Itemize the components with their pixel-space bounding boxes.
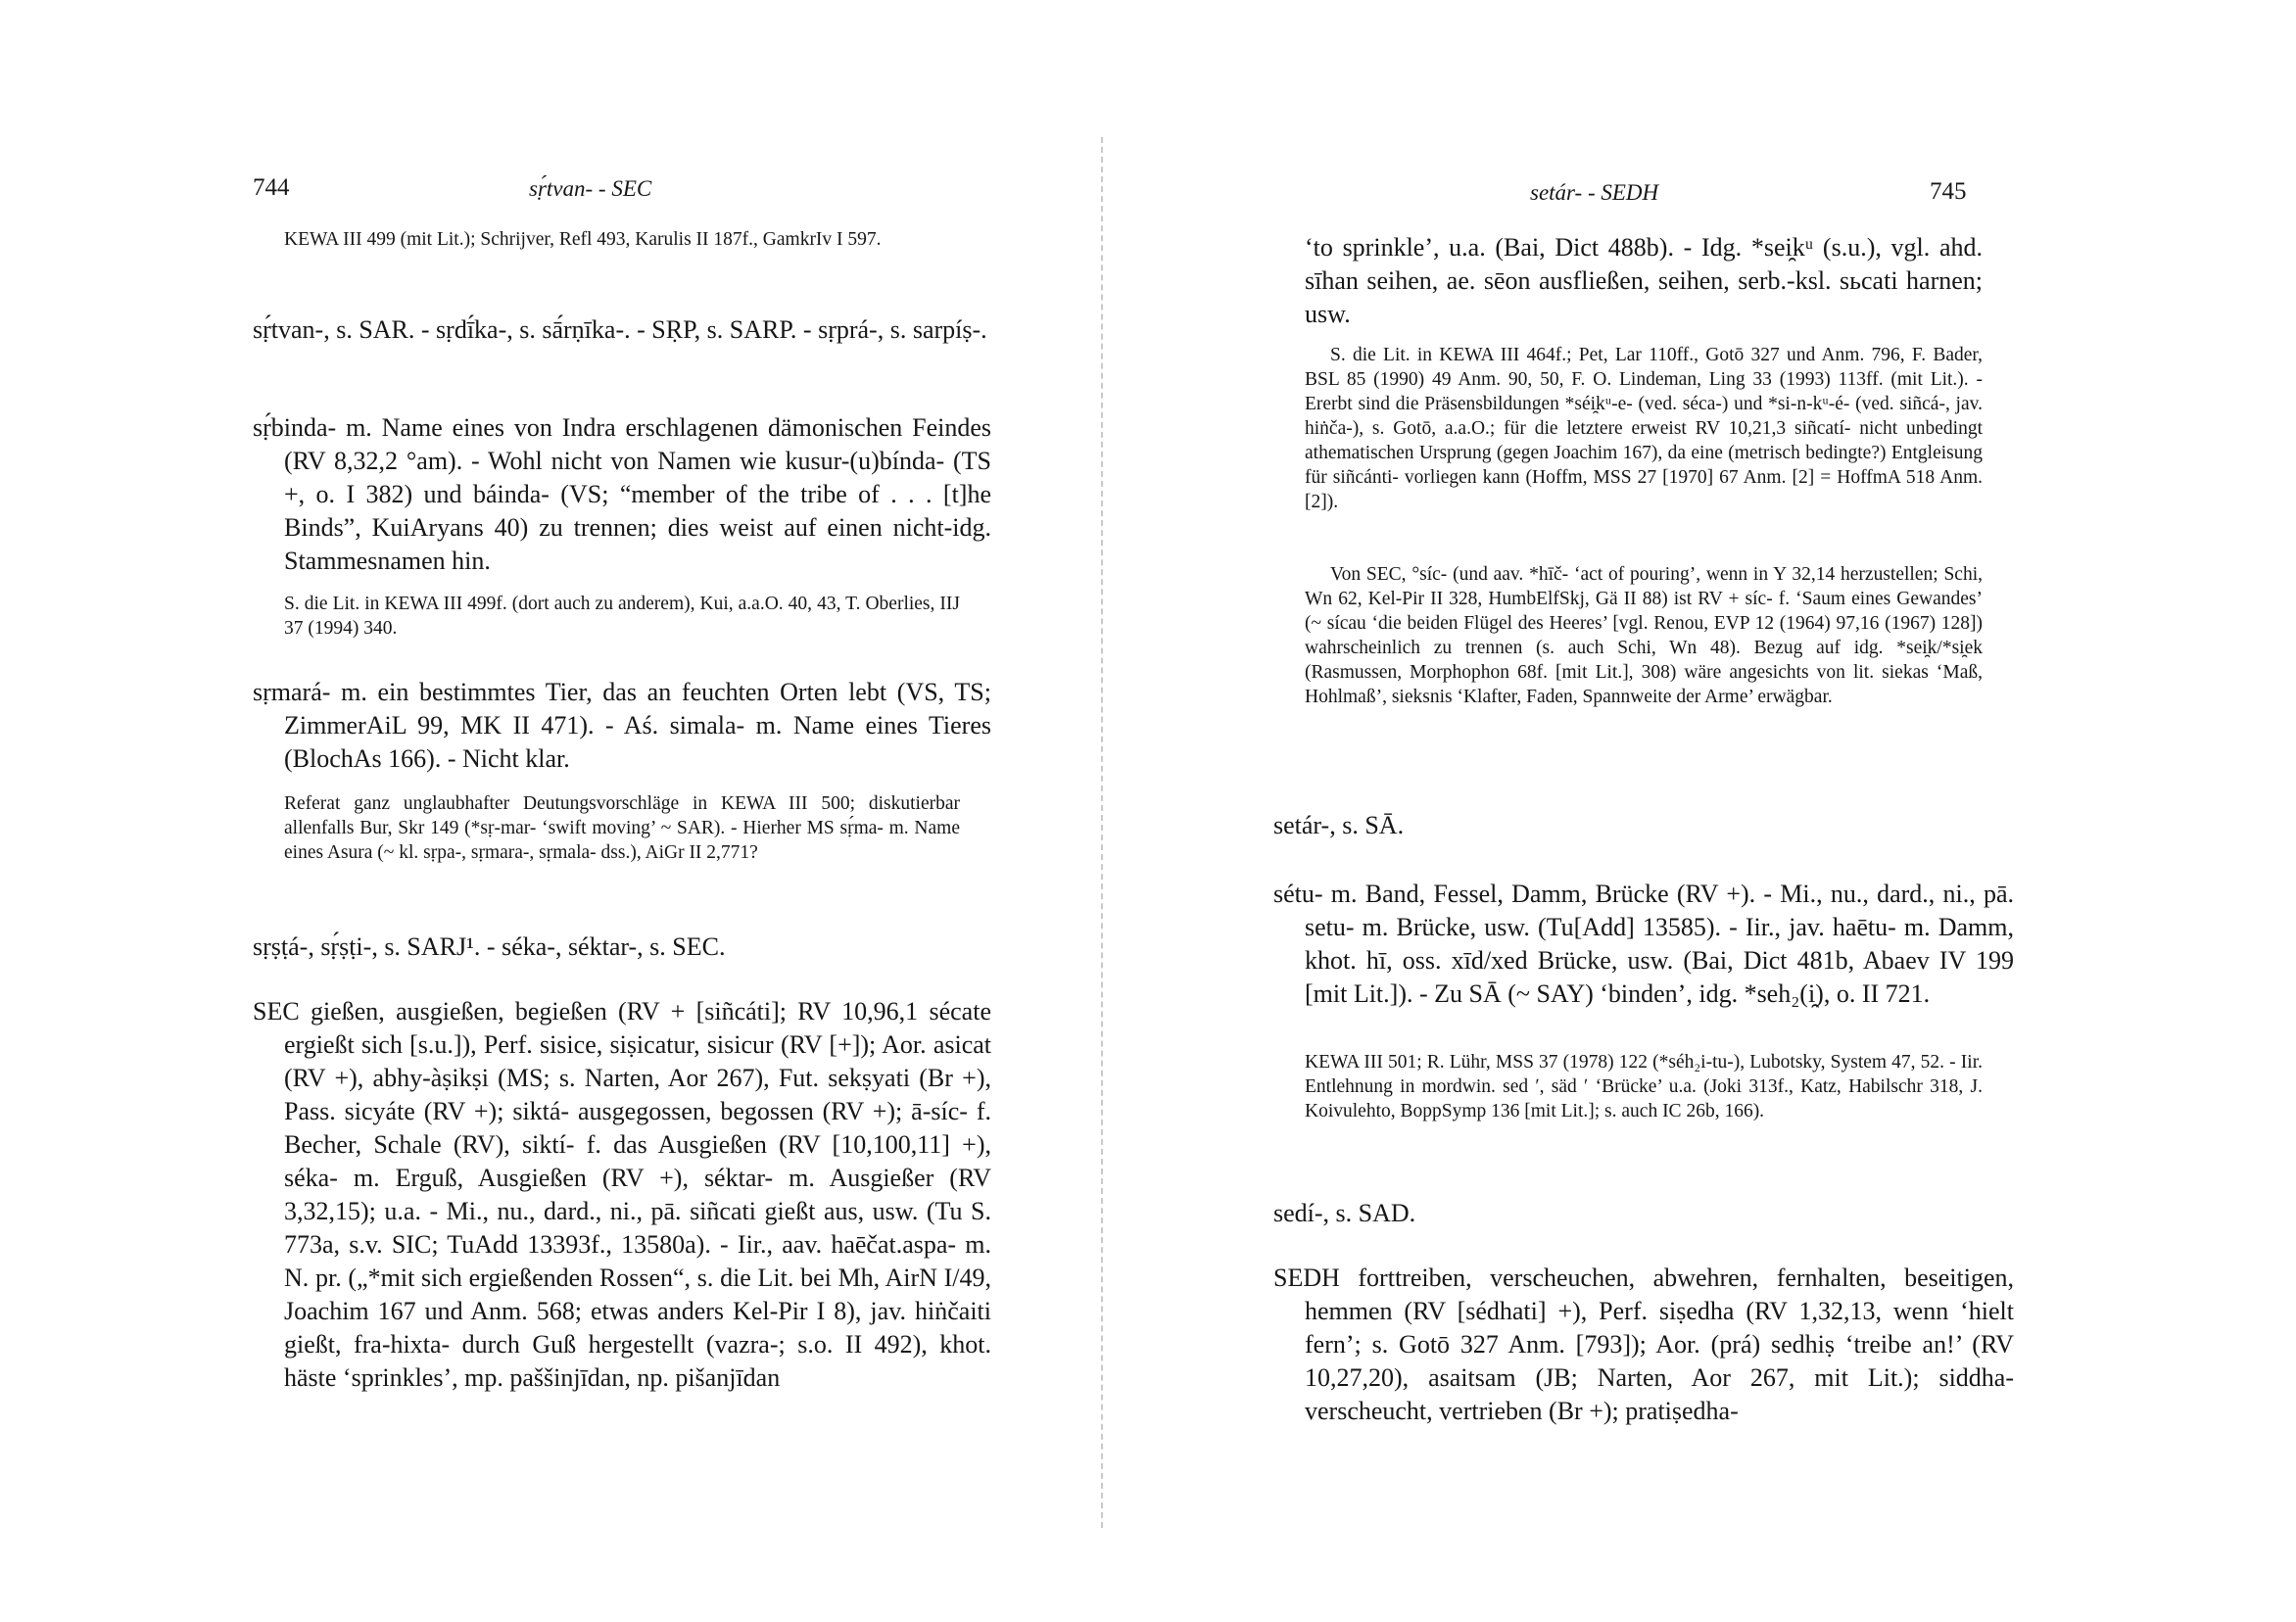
- gutter-divider: [1101, 137, 1103, 1528]
- entry-srmara: sṛmará- m. ein bestimmtes Tier, das an feuchten Orten lebt (VS, TS; ZimmerAiL 99, MK II 471). - Aś. simala- m. Name eines Tieres (BlochAs 166). - Nicht klar.: [253, 678, 991, 773]
- note-srbinda: S. die Lit. in KEWA III 499f. (dort auch zu anderem), Kui, a.a.O. 40, 43, T. Oberlies, IIJ 37 (1994) 340.: [284, 594, 960, 639]
- entry-srtvan: sṛ́tvan-, s. SAR. - sṛdī́ka-, s. sā́rṇīka-. - SṚP, s. SARP. - sṛprá-, s. sarpíṣ-.: [253, 315, 987, 344]
- note-sec-2: Von SEC, °síc- (und aav. *hīč- ‘act of pouring’, wenn in Y 32,14 herzustellen; Schi, Wn 62, Kel-Pir II 328, HumbElfSkj, Gä II 88) ist RV + síc- f. ‘Saum eines Gewandes’ (~ sícau ‘die beiden Flügel des Heeres’ [vgl. Renou, EVP 12 (1964) 97,16 (1967) 128]) wahrscheinlich zu trennen (s. auch Schi, Wn 48). Bezug auf idg. *sei̯k/*si̯ek (Rasmussen, Morphophon 68f. [mit Lit.], 308) wäre angesichts von lit. siekas ‘Maß, Hohlmaß’, sieksnis ‘Klafter, Faden, Spannweite der Arme’ erwägbar.: [1305, 564, 1983, 707]
- top-note: KEWA III 499 (mit Lit.); Schrijver, Refl 493, Karulis II 187f., GamkrIv I 597.: [284, 229, 882, 250]
- running-head: sṛ́tvan- - SEC: [529, 176, 652, 201]
- note-setu: KEWA III 501; R. Lühr, MSS 37 (1978) 122 (*séh₂i-tu-), Lubotsky, System 47, 52. - Iir. Entlehnung in mordwin. sed ʹ, säd ʹ ‘Brücke’ u.a. (Joki 313f., Katz, Habilschr 318, J. Koivulehto, BoppSymp 136 [mit Lit.]; s. auch IC 26b, 166).: [1305, 1052, 1983, 1121]
- entry-srsta: sṛṣṭá-, sṛ́ṣṭi-, s. SARJ¹. - séka-, séktar-, s. SEC.: [253, 932, 726, 961]
- page-number: 744: [253, 174, 290, 201]
- running-head: setár- - SEDH: [1530, 180, 1659, 205]
- note-sec-1: S. die Lit. in KEWA III 464f.; Pet, Lar 110ff., Gotō 327 und Anm. 796, F. Bader, BSL 85 (1990) 49 Anm. 90, 50, F. O. Lindeman, Ling 33 (1993) 113ff. (mit Lit.). - Ererbt sind die Präsensbildungen *séi̯kᵘ-e- (ved. séca-) und *si-n-kᵘ-é- (ved. siñcá-, jav. hiṅča-), s. Gotō, a.a.O.; für die letztere erweist RV 10,21,3 siñcatí- nicht unbedingt athematischen Ursprung (gegen Joachim 167), da eine (metrisch bedingte?) Entgleisung für siñcánti- vorliegen kann (Hoffm, MSS 27 [1970] 67 Anm. [2] = HoffmA 518 Anm. [2]).: [1305, 345, 1983, 512]
- page-number: 745: [1930, 178, 1967, 205]
- continuation-text: ‘to sprinkle’, u.a. (Bai, Dict 488b). - Idg. *sei̯kᵘ (s.u.), vgl. ahd. sīhan seihen, ae. sēon ausfließen, seihen, serb.-ksl. sьcati harnen; usw.: [1305, 233, 1983, 328]
- entry-setar: setár-, s. SĀ.: [1273, 811, 1405, 839]
- right-page: [1148, 0, 2296, 1622]
- entry-srbinda: sṛ́binda- m. Name eines von Indra erschlagenen dämonischen Feindes (RV 8,32,2 °am). - Wohl nicht von Namen wie kusur-(u)bínda- (TS +, o. I 382) und báinda- (VS; “member of the tribe of . . . [t]he Binds”, KuiAryans 40) zu trennen; dies weist auf einen nicht-idg. Stammesnamen hin.: [253, 413, 991, 575]
- entry-sec: SEC gießen, ausgießen, begießen (RV + [siñcáti]; RV 10,96,1 sécate ergießt sich [s.u.]), Perf. sisice, siṣicatur, sisicur (RV [+]); Aor. asicat (RV +), abhy-àṣikṣi (MS; s. Narten, Aor 267), Fut. sekṣyati (Br +), Pass. sicyáte (RV +); siktá- ausgegossen, begossen (RV +); ā-síc- f. Becher, Schale (RV), siktí- f. das Ausgießen (RV [10,100,11] +), séka- m. Erguß, Ausgießen (RV +), séktar- m. Ausgießer (RV 3,32,15); u.a. - Mi., nu., dard., ni., pā. siñcati gießt aus, usw. (Tu S. 773a, s.v. SIC; TuAdd 13393f., 13580a). - Iir., aav. haēčat.aspa- m. N. pr. („*mit sich ergießenden Rossen“, s. die Lit. bei Mh, AirN I/49, Joachim 167 und Anm. 568; etwas anders Kel-Pir I 8), jav. hiṅčaiti gießt, fra-hixta- durch Guß hergestellt (vazra-; s.o. II 492), khot. häste ‘sprinkles’, mp. paššinjīdan, np. pišanjīdan: [253, 997, 991, 1392]
- entry-setu: sétu- m. Band, Fessel, Damm, Brücke (RV +). - Mi., nu., dard., ni., pā. setu- m. Brücke, usw. (Tu[Add] 13585). - Iir., jav. haētu- m. Damm, khot. hī, oss. xīd/xed Brücke, usw. (Bai, Dict 481b, Abaev IV 199 [mit Lit.]). - Zu SĀ (~ SAY) ‘binden’, idg. *seh₂(i̯), o. II 721.: [1273, 880, 2014, 1008]
- note-srmara: Referat ganz unglaubhafter Deutungsvorschläge in KEWA III 500; diskutierbar allenfalls Bur, Skr 149 (*sṛ-mar- ‘swift moving’ ~ SAR). - Hierher MS sṛ́ma- m. Name eines Asura (~ kl. sṛpa-, sṛmara-, sṛmala- dss.), AiGr II 2,771?: [284, 793, 960, 863]
- entry-sedi: sedí-, s. SAD.: [1273, 1199, 1416, 1227]
- entry-sedh: SEDH forttreiben, verscheuchen, abwehren, fernhalten, beseitigen, hemmen (RV [sédhati] +), Perf. siṣedha (RV 1,32,13, wenn ‘hielt fern’; s. Gotō 327 Anm. [793]); Aor. (prá) sedhiṣ ‘treibe an!’ (RV 10,27,20), asaitsam (JB; Narten, Aor 267, mit Lit.); siddha- verscheucht, vertrieben (Br +); pratiṣedha-: [1273, 1264, 2014, 1425]
